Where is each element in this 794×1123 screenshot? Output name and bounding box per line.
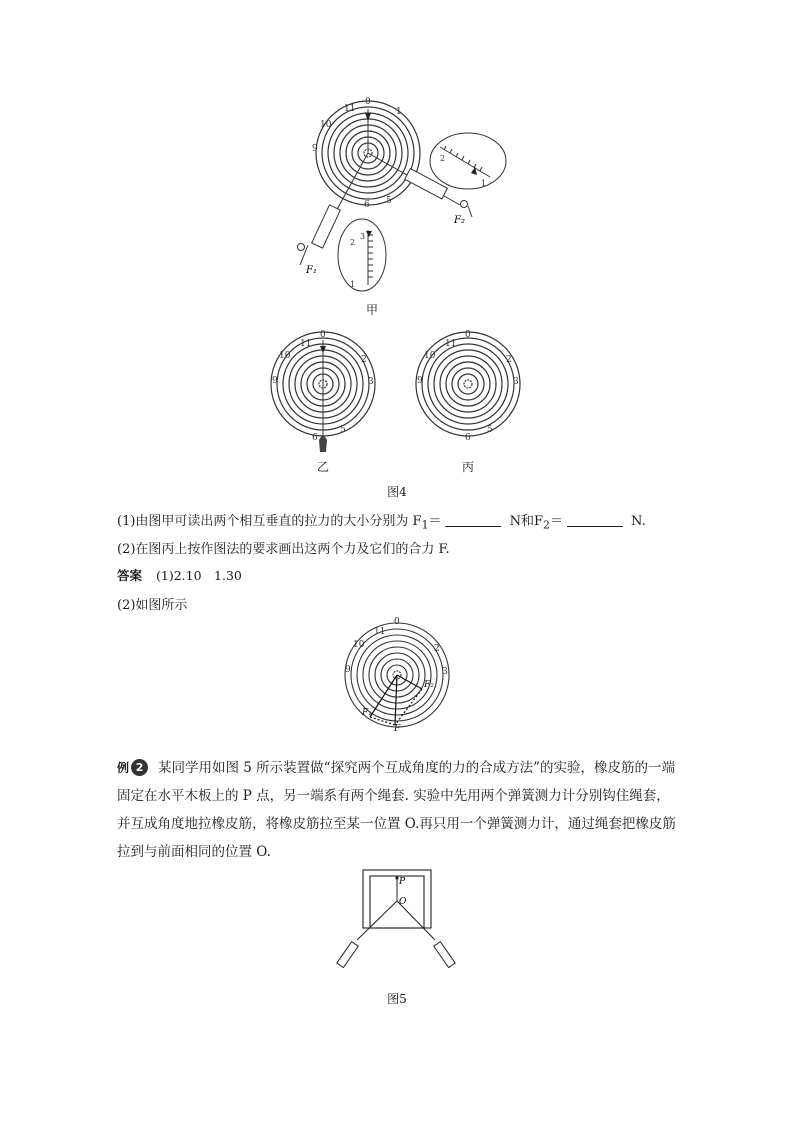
q1-mid: N和F xyxy=(505,514,544,529)
yi-label-5: 5 xyxy=(340,425,346,435)
force-label-f1: F₁ xyxy=(306,265,317,276)
answer-dial-2: 2 xyxy=(434,644,440,654)
figure-label-jia: 甲 xyxy=(365,303,378,317)
figure-label-bing: 丙 xyxy=(461,460,474,474)
example-text: 某同学用如图 5 所示装置做“探究两个互成角度的力的合成方法”的实验，橡皮筋的一端固定在水平木板上的 P 点，另一端系有两个绳套. 实验中先用两个弹簧测力计分别钩住绳套，并互成角度地拉橡皮筋，将橡皮筋拉至某一位置 O.再只用一个弹簧测力计，通过绳套把橡皮筋拉到与前面相同的位置 O. xyxy=(117,760,676,860)
answer-figure-drawing xyxy=(340,617,454,733)
answer-dial-10: 10 xyxy=(353,640,365,650)
dial-bing xyxy=(416,332,520,436)
example-2-paragraph xyxy=(117,754,683,866)
figure-jia-drawing xyxy=(280,95,520,320)
yi-label-2: 2 xyxy=(361,355,367,365)
answer-blank-f1[interactable] xyxy=(445,514,501,527)
spring-scale-left xyxy=(337,942,358,968)
q1-eq2: ＝ xyxy=(549,514,563,529)
question-1 xyxy=(117,510,646,532)
figure-jia xyxy=(280,95,520,320)
figure-bing xyxy=(413,328,523,458)
point-p-label: P xyxy=(399,877,406,887)
figure-yi xyxy=(268,328,378,458)
yi-label-9: 9 xyxy=(272,376,278,386)
answer-line-2: (2)如图所示 xyxy=(117,598,188,613)
answer-label-f1: F₁ xyxy=(362,708,372,718)
answer-label-f2: F₂ xyxy=(424,680,434,690)
answer-value-1: (1)2.10 1.30 xyxy=(156,568,242,583)
figure-yi-drawing xyxy=(268,328,378,458)
q1-unit: N. xyxy=(626,514,646,529)
bing-label-5: 5 xyxy=(487,425,493,435)
q1-sub1: 1 xyxy=(421,518,429,532)
figure-5-drawing xyxy=(335,868,460,983)
q1-sub2: 2 xyxy=(543,518,550,532)
spring-balance-2 xyxy=(368,153,472,217)
figure-5-caption: 图5 xyxy=(387,992,407,1006)
yi-label-10: 10 xyxy=(279,351,291,361)
bing-label-3: 3 xyxy=(513,377,519,387)
scale-inset-1 xyxy=(338,219,386,291)
bing-label-11: 11 xyxy=(445,339,457,349)
inset-2-tick-1: 1 xyxy=(481,179,487,188)
figure-5 xyxy=(335,868,460,983)
answer-dial-11: 11 xyxy=(374,627,386,637)
answer-blank-f2[interactable] xyxy=(567,514,623,527)
inset-1-tick-3: 3 xyxy=(360,232,366,241)
inset-2-tick-2: 2 xyxy=(440,154,446,163)
force-label-f2: F₂ xyxy=(454,215,465,226)
example-number-badge: 2 xyxy=(131,759,148,776)
vector-f1 xyxy=(370,675,397,717)
yi-label-6: 6 xyxy=(312,433,318,443)
bing-label-6: 6 xyxy=(465,433,471,443)
figure-bing-drawing xyxy=(413,328,523,458)
yi-label-3: 3 xyxy=(368,377,374,387)
answer-dial-3: 3 xyxy=(442,667,448,677)
bing-label-2: 2 xyxy=(506,355,512,365)
answer-line-1 xyxy=(117,566,242,584)
vector-f xyxy=(395,675,397,725)
question-2: (2)在图丙上按作图法的要求画出这两个力及它们的合力 F. xyxy=(117,542,450,557)
spring-balance-1 xyxy=(298,153,369,265)
example-label: 例 xyxy=(117,761,130,775)
answer-label: 答案 xyxy=(117,568,143,583)
yi-label-11: 11 xyxy=(300,339,312,349)
dial-label-11: 11 xyxy=(344,104,356,114)
spring-scale-right xyxy=(434,942,455,968)
yi-label-0: 0 xyxy=(320,330,326,340)
q1-prefix: (1)由图甲可读出两个相互垂直的拉力的大小分别为 F xyxy=(117,514,422,529)
bing-label-10: 10 xyxy=(424,351,436,361)
figure-4-caption: 图4 xyxy=(387,485,407,499)
dial-label-10: 10 xyxy=(320,120,332,130)
point-o-label: O xyxy=(399,897,407,907)
q1-eq: ＝ xyxy=(428,514,442,529)
bing-label-9: 9 xyxy=(417,376,423,386)
dial-label-9: 9 xyxy=(312,144,318,154)
rubber-band-and-strings xyxy=(357,878,435,940)
yi-weight xyxy=(319,436,327,452)
dial-label-6: 6 xyxy=(364,200,370,210)
dial-label-1: 1 xyxy=(396,107,402,117)
inset-1-tick-2: 2 xyxy=(350,238,356,247)
answer-figure xyxy=(340,617,454,733)
figure-label-yi: 乙 xyxy=(316,460,329,474)
dial-label-5: 5 xyxy=(386,196,392,206)
answer-dial-0: 0 xyxy=(394,617,400,627)
inset-1-pointer xyxy=(366,231,372,237)
inset-1-tick-1: 1 xyxy=(350,280,356,289)
answer-dial-9: 9 xyxy=(345,665,351,675)
bing-label-0: 0 xyxy=(465,330,471,340)
answer-label-f: F xyxy=(394,724,401,733)
dial-label-0: 0 xyxy=(365,97,371,107)
pointer-arrow xyxy=(365,113,371,121)
